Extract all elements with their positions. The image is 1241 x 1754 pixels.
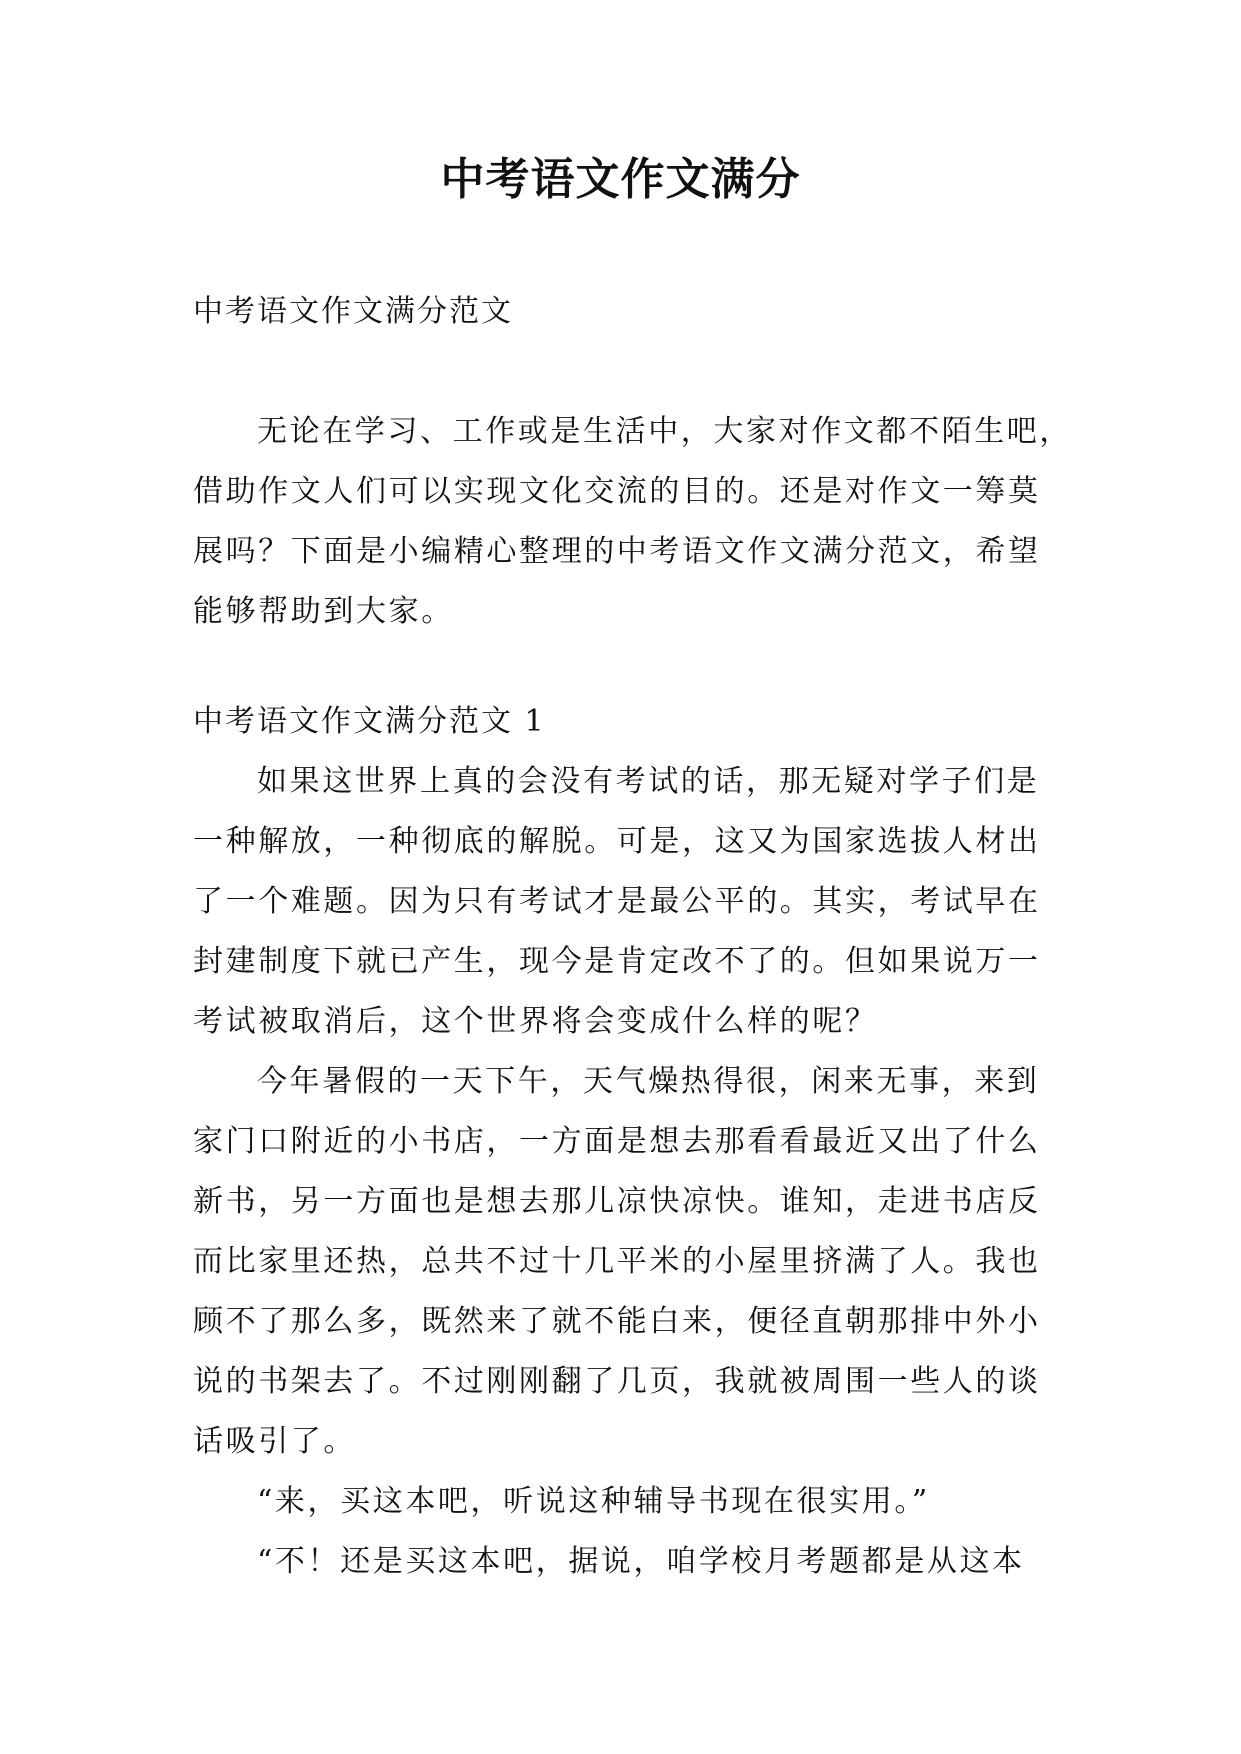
text-line: 如果这世界上真的会没有考试的话，那无疑对学子们是 [257,764,1040,799]
intro-paragraph [193,402,1072,642]
text-line: 新书，另一方面也是想去那儿凉快凉快。谁知，走进书店反 [193,1184,1041,1219]
text-line: 展吗？下面是小编精心整理的中考语文作文满分范文，希望 [193,534,1041,569]
text-line: 话吸引了。 [193,1424,356,1459]
text-line: 家门口附近的小书店，一方面是想去那看看最近又出了什么 [193,1124,1041,1159]
text-line: “不！还是买这本吧，据说，咱学校月考题都是从这本 [257,1544,1025,1579]
text-line: 顾不了那么多，既然来了就不能白来，便径直朝那排中外小 [193,1304,1041,1339]
text-line: 考试被取消后，这个世界将会变成什么样的呢？ [193,1004,878,1039]
section-heading: 中考语文作文满分范文 1 [193,704,546,739]
text-line: 封建制度下就已产生，现今是肯定改不了的。但如果说万一 [193,944,1041,979]
text-line: 而比家里还热，总共不过十几平米的小屋里挤满了人。我也 [193,1244,1041,1279]
text-line: “来，买这本吧，听说这种辅导书现在很实用。” [257,1484,930,1519]
text-line: 一种解放，一种彻底的解脱。可是，这又为国家选拔人材出 [193,824,1041,859]
text-line: 了一个难题。因为只有考试才是最公平的。其实，考试早在 [193,884,1041,919]
document-subtitle: 中考语文作文满分范文 [193,294,513,329]
text-line: 能够帮助到大家。 [193,594,454,629]
document-title: 中考语文作文满分 [440,154,801,205]
text-line: 说的书架去了。不过刚刚翻了几页，我就被周围一些人的谈 [193,1364,1041,1399]
text-line: 今年暑假的一天下午，天气燥热得很，闲来无事，来到 [257,1064,1040,1099]
essay-body [193,752,1053,1592]
text-line: 无论在学习、工作或是生活中，大家对作文都不陌生吧， [257,414,1072,449]
text-line: 借助作文人们可以实现文化交流的目的。还是对作文一筹莫 [193,474,1041,509]
